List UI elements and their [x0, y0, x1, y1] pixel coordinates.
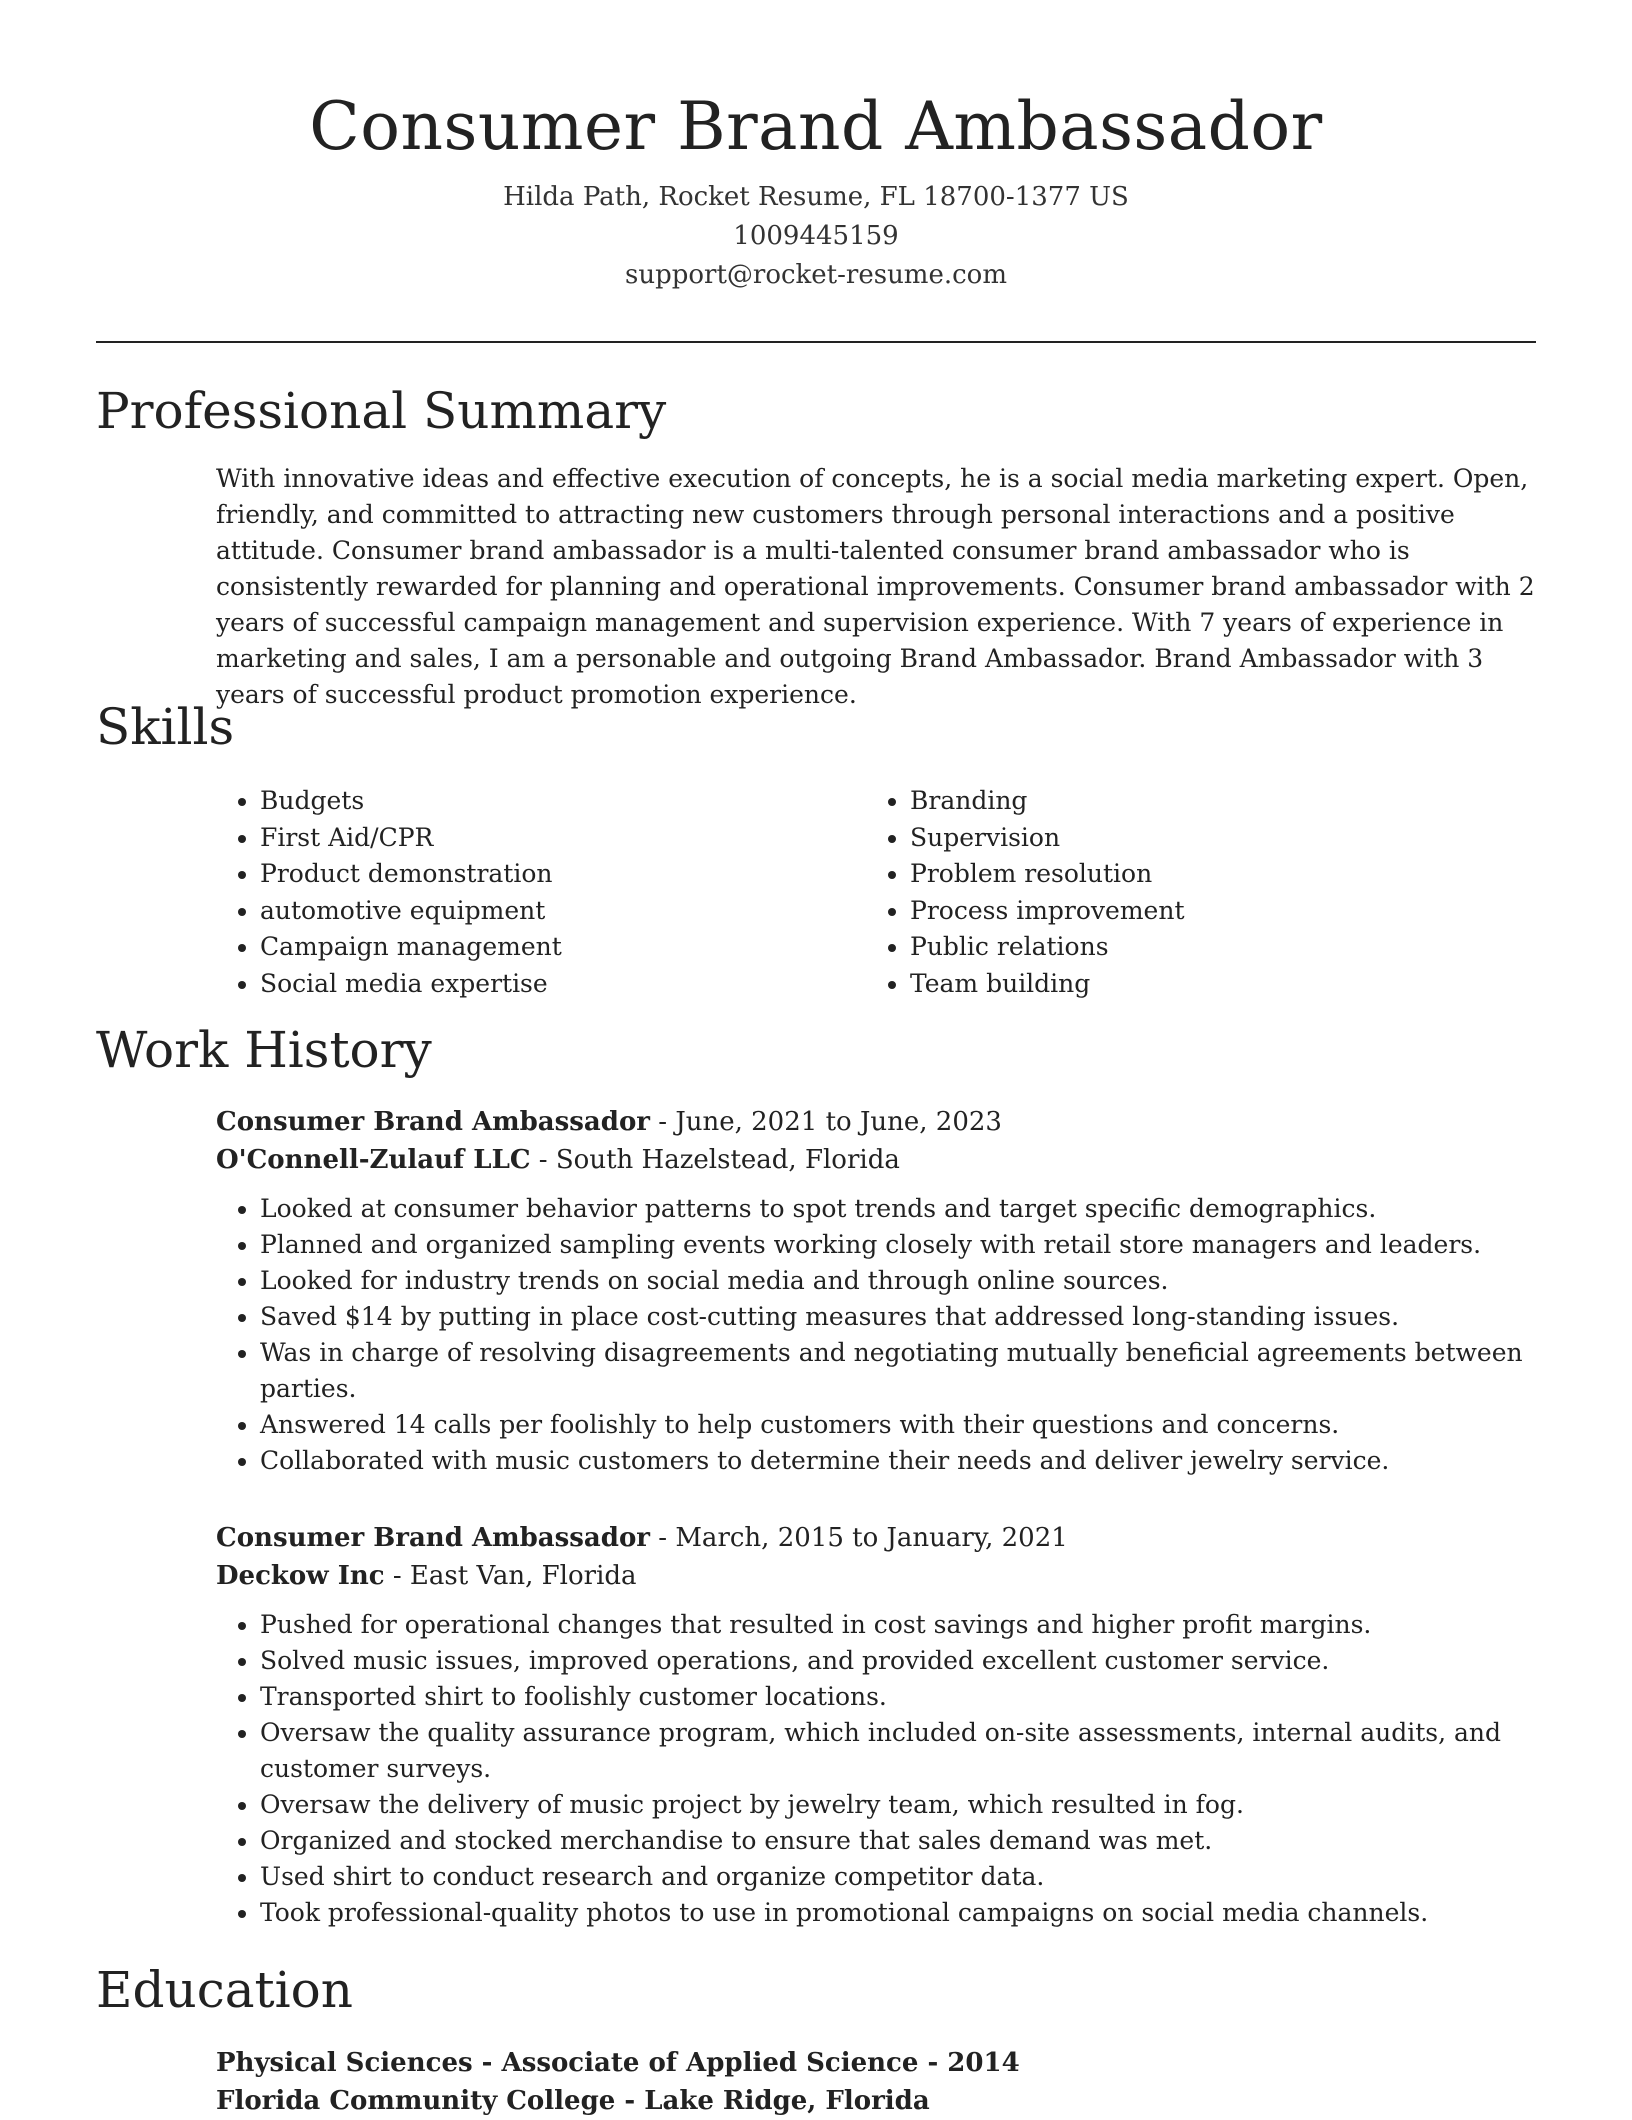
job-bullet: • Looked at consumer behavior patterns to spot trends and target specific demographics.	[260, 1191, 1536, 1227]
skill-item: • automotive equipment	[260, 893, 866, 930]
skills-list	[216, 783, 1536, 1003]
skill-item: • Public relations	[910, 929, 1516, 966]
skill-item: • Product demonstration	[260, 856, 866, 893]
job-entry	[216, 1103, 1536, 1479]
section-heading-skills: Skills	[96, 698, 235, 756]
job-title-line	[216, 1519, 1536, 1557]
skill-item: • Supervision	[910, 820, 1516, 857]
job-location: - South Hazelstead, Florida	[530, 1145, 900, 1175]
education-degree-line	[216, 2044, 1536, 2082]
skill-item: • Budgets	[260, 783, 866, 820]
job-title: Consumer Brand Ambassador	[216, 1523, 650, 1553]
skill-item: • Process improvement	[910, 893, 1516, 930]
job-bullet: • Oversaw the quality assurance program, which included on-site assessments, internal audits, and customer surveys.	[260, 1715, 1536, 1787]
job-company-line	[216, 1141, 1536, 1179]
header-divider	[96, 341, 1536, 343]
contact-address: Hilda Path, Rocket Resume, FL 18700-1377 US	[503, 182, 1129, 212]
skill-item: • Problem resolution	[910, 856, 1516, 893]
job-bullet: • Pushed for operational changes that resulted in cost savings and higher profit margins.	[260, 1607, 1536, 1643]
job-bullet: • Organized and stocked merchandise to ensure that sales demand was met.	[260, 1823, 1536, 1859]
job-bullet: • Was in charge of resolving disagreements and negotiating mutually beneficial agreements between parties.	[260, 1335, 1536, 1407]
job-bullet: • Solved music issues, improved operations, and provided excellent customer service.	[260, 1643, 1536, 1679]
summary-text: With innovative ideas and effective execution of concepts, he is a social media marketing expert. Open, friendly, and committed to attracting new customers through personal interactions and a positive attitude. Consumer brand ambassador is a multi-talented consumer brand ambassador who is consistently rewarded for planning and operational improvements. Consumer brand ambassador with 2 years of successful campaign management and supervision experience. With 7 years of experience in marketing and sales, I am a personable and outgoing Brand Ambassador. Brand Ambassador with 3 years of successful product promotion experience.	[216, 464, 1535, 709]
education-entry	[216, 2044, 1536, 2120]
job-bullet: • Took professional-quality photos to use in promotional campaigns on social media channels.	[260, 1895, 1536, 1931]
job-company: Deckow Inc	[216, 1561, 385, 1591]
job-dates: - March, 2015 to January, 2021	[650, 1523, 1068, 1553]
skills-column-left	[216, 783, 866, 1003]
job-bullet: • Transported shirt to foolishly customer locations.	[260, 1679, 1536, 1715]
contact-info	[0, 178, 1632, 295]
job-bullets	[216, 1191, 1536, 1479]
skills-column-right	[866, 783, 1516, 1003]
contact-email: support@rocket-resume.com	[624, 260, 1007, 290]
job-title-line	[216, 1103, 1536, 1141]
job-bullet: • Planned and organized sampling events working closely with retail store managers and leaders.	[260, 1227, 1536, 1263]
section-heading-summary: Professional Summary	[96, 382, 667, 440]
education-school: Florida Community College - Lake Ridge, Florida	[216, 2086, 930, 2116]
resume-title: Consumer Brand Ambassador	[309, 88, 1323, 165]
job-bullet: • Looked for industry trends on social media and through online sources.	[260, 1263, 1536, 1299]
job-bullet: • Saved $14 by putting in place cost-cutting measures that addressed long-standing issues.	[260, 1299, 1536, 1335]
job-dates: - June, 2021 to June, 2023	[650, 1107, 1002, 1137]
job-bullets	[216, 1607, 1536, 1931]
skill-item: • Social media expertise	[260, 966, 866, 1003]
resume-header	[0, 0, 1632, 295]
job-bullet: • Collaborated with music customers to determine their needs and deliver jewelry service.	[260, 1443, 1536, 1479]
job-bullet: • Used shirt to conduct research and organize competitor data.	[260, 1859, 1536, 1895]
contact-phone: 1009445159	[733, 221, 899, 251]
section-heading-education: Education	[96, 1961, 353, 2019]
education-degree: Physical Sciences - Associate of Applied Science - 2014	[216, 2048, 1020, 2078]
job-company: O'Connell-Zulauf LLC	[216, 1145, 531, 1175]
skill-item: • First Aid/CPR	[260, 820, 866, 857]
section-heading-work: Work History	[96, 1021, 432, 1079]
skill-item: • Team building	[910, 966, 1516, 1003]
job-title: Consumer Brand Ambassador	[216, 1107, 650, 1137]
job-bullet: • Answered 14 calls per foolishly to help customers with their questions and concerns.	[260, 1407, 1536, 1443]
skill-item: • Branding	[910, 783, 1516, 820]
job-entry	[216, 1519, 1536, 1931]
skill-item: • Campaign management	[260, 929, 866, 966]
job-bullet: • Oversaw the delivery of music project by jewelry team, which resulted in fog.	[260, 1787, 1536, 1823]
job-company-line	[216, 1557, 1536, 1595]
education-school-line	[216, 2082, 1536, 2120]
job-location: - East Van, Florida	[384, 1561, 637, 1591]
